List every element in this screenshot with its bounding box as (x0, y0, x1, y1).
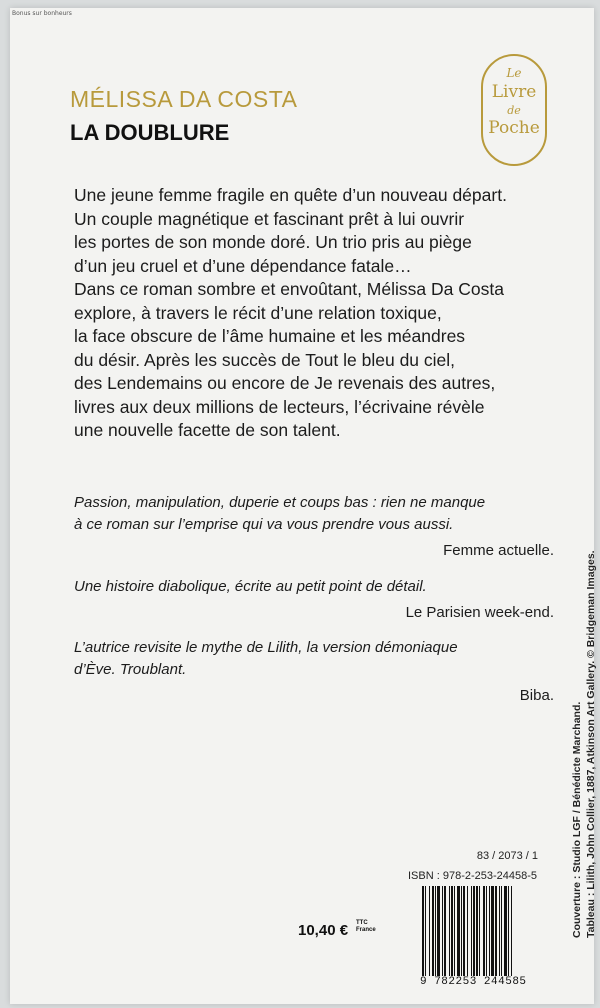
logo-line-1: Le (506, 66, 522, 80)
blurb-line: Un couple magnétique et fascinant prêt à lui ouvrir (74, 208, 465, 229)
blurb-line: la face obscure de l’âme humaine et les méandres (74, 326, 466, 346)
quote-source: Le Parisien week-end. (405, 604, 554, 621)
quote-line: Une histoire diabolique, écrite au petit point de détail. (74, 578, 427, 595)
blurb-line: une nouvelle facette de son talent. (74, 420, 341, 440)
cover-credits (570, 550, 598, 938)
quote-line: Passion, manipulation, duperie et coups bas : rien ne manque (74, 494, 486, 511)
book-back-cover (10, 8, 597, 1004)
book-title: LA DOUBLURE (70, 120, 230, 145)
price-value: 10,40 € (298, 922, 349, 939)
blurb-line: du désir. Après les succès de Tout le bleu du ciel, (74, 349, 456, 370)
credits-line: Couverture : Studio LGF / Bénédicte Marchand. (571, 701, 583, 938)
blurb-line: des Lendemains ou encore de Je revenais des autres, (74, 373, 496, 393)
price-ttc (356, 920, 386, 934)
blurb-line: explore, à travers le récit d’une relation toxique, (74, 302, 442, 323)
edition-code: 83 / 2073 / 1 (476, 850, 538, 862)
author-name: MÉLISSA DA COSTA (70, 86, 298, 112)
blurb-line: les portes de son monde doré. Un trio pris au piège (74, 232, 472, 252)
blurb-line: d’un jeu cruel et d’une dépendance fatale… (74, 255, 412, 276)
press-quote-le-parisien (74, 576, 554, 624)
corner-tag: Bonus sur bonheurs (12, 10, 72, 17)
quote-line: à ce roman sur l’emprise qui va vous prendre vous aussi. (74, 516, 454, 533)
quote-line: d’Ève. Troublant. (74, 661, 187, 678)
isbn: ISBN : 978-2-253-24458-5 (408, 870, 538, 882)
price-country: France (356, 927, 376, 933)
quote-source: Femme actuelle. (443, 542, 554, 559)
blurb-text (74, 184, 574, 443)
price-ttc-label: TTC (356, 920, 368, 926)
barcode (420, 886, 552, 990)
blurb-line: Dans ce roman sombre et envoûtant, Mélissa Da Costa (74, 279, 504, 299)
logo-line-2: Livre (491, 82, 537, 102)
price (298, 920, 376, 939)
press-quote-femme-actuelle (74, 492, 554, 562)
barcode-digits: 9 782253 244585 (420, 976, 527, 988)
quote-source: Biba. (519, 687, 554, 704)
credits-line: Tableau : Lilith, John Collier, 1887, Atkinson Art Gallery. © Bridgeman Images. (585, 550, 597, 938)
quote-line: L’autrice revisite le mythe de Lilith, la version démoniaque (74, 639, 458, 656)
logo-line-4: Poche (488, 118, 540, 138)
blurb-line: Une jeune femme fragile en quête d’un nouveau départ. (74, 185, 507, 205)
blurb-line: livres aux deux millions de lecteurs, l’écrivaine révèle (74, 396, 485, 417)
livre-de-poche-logo (481, 54, 547, 166)
logo-line-3: de (507, 104, 521, 117)
barcode-bars (420, 886, 552, 976)
press-quote-biba (74, 637, 554, 707)
